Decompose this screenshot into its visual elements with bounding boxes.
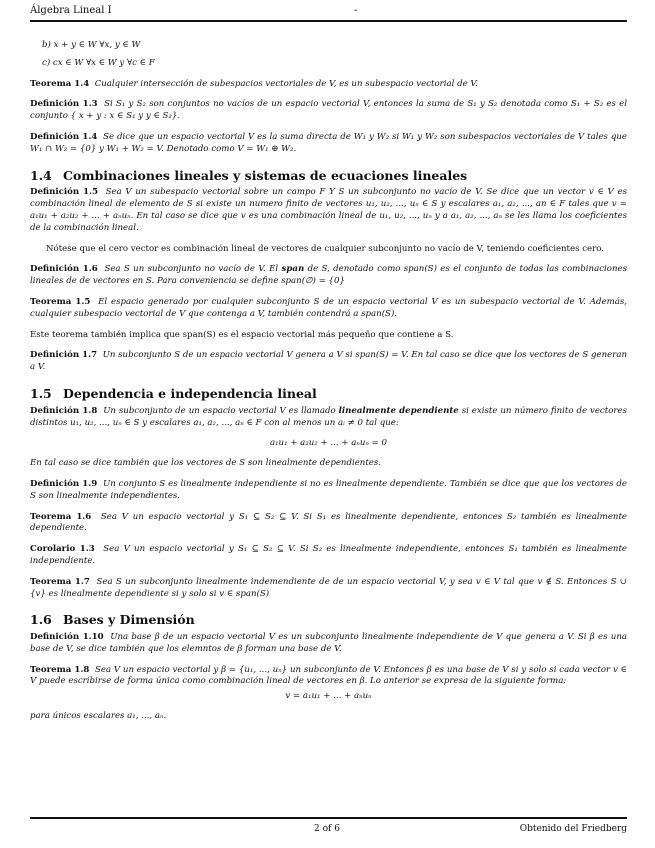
definition-label: Definición 1.4 [30, 131, 98, 142]
section-heading-1-5 [30, 385, 627, 401]
definition-text: Sea S un subconjunto no vacío de V. El [104, 264, 279, 275]
definition-text: Se dice que un espacio vectorial V es la suma directa de W₁ y W₂ si W₁ y W₂ son subespacios vectoriales de V tales que W₁ ∩ W₂ = {0} y W₁ + W₂ = V. Denotado como V = W₁ ⊕ W₂. [30, 131, 627, 154]
section-number: 1.5 [30, 385, 52, 401]
list-item: b) x + y ∈ W ∀x, y ∈ W [42, 40, 141, 50]
definition-1-8 [30, 406, 627, 430]
definition-label: Definición 1.6 [30, 264, 98, 275]
definition-1-3 [30, 99, 627, 123]
definition-text: Un conjunto S es linealmente independiente si no es linealmente dependiente. También se dice que que los vectores de S son linealmente independientes. [30, 478, 627, 501]
definition-text: Una base β de un espacio vectorial V es un subconjunto linealmente independiente de V que genera a V. Si β es una base de V, se dice también que los elemntos de β forman una base de V. [30, 632, 627, 654]
definition-text: Si S₁ y S₂ son conjuntos no vacíos de un espacio vectorial V, entonces la suma de S₁ y S₂ denotada como S₁ + S₂ es el conjunto { x + y : x ∈ S₁ y y ∈ S₂}. [30, 99, 627, 122]
span-term: span [281, 264, 305, 275]
section-title: Bases y Dimensión [63, 612, 195, 628]
section-heading-1-6 [30, 614, 627, 626]
definition-label: Definición 1.8 [30, 405, 98, 416]
definition-text: si existe un número finito de vectores distintos u₁, u₂, ..., uₙ ∈ S y escalares a₁, a₂, ..., aₙ ∈ F con al menos un aᵢ ≠ 0 tal que: [30, 405, 627, 428]
theorem-1-5 [30, 297, 627, 321]
theorem-1-8 [30, 665, 627, 689]
definition-label: Definición 1.7 [30, 350, 98, 361]
corollary-1-3 [30, 544, 627, 568]
definition-text: Un subconjunto S de un espacio vectorial V genera a V si span(S) = V. En tal caso se dice que los vectores de S generan a V. [30, 350, 627, 373]
header-rule [30, 20, 627, 22]
paragraph: Este teorema también implica que span(S) es el espacio vectorial más pequeño que contiene a S. [30, 329, 454, 340]
theorem-1-4 [30, 79, 627, 91]
equation: a₁u₁ + a₂u₂ + ... + aₙuₙ = 0 [269, 438, 388, 449]
header-center: - [354, 5, 358, 16]
section-number: 1.6 [30, 612, 52, 628]
theorem-label: Teorema 1.4 [30, 78, 90, 89]
theorem-text: Cualquier intersección de subespacios vectoriales de V, es un subespacio vectorial de V. [94, 78, 478, 89]
paragraph: para únicos escalares a₁, ..., aₙ. [30, 711, 167, 722]
section-heading-1-4 [30, 167, 627, 183]
header-title: Álgebra Lineal I [30, 5, 112, 16]
running-header [30, 5, 627, 19]
section-title: Combinaciones lineales y sistemas de ecuaciones lineales [63, 167, 468, 183]
definition-1-6 [30, 264, 627, 288]
definition-1-9 [30, 479, 627, 503]
definition-text: de S, denotado como span(S) es el conjunto de todas las combinaciones lineales de de vectores en S. Para conveniencia se define span(∅) = {0} [30, 264, 627, 287]
definition-label: Definición 1.3 [30, 99, 98, 110]
theorem-text: El espacio generado por cualquier subconjunto S de un espacio vectorial V es un subespacio vectorial de V. Además, cualquier subespacio vectorial de V que contenga a V, también contendrá a span(S). [30, 296, 627, 319]
definition-label: Definición 1.9 [30, 478, 98, 489]
definition-label: Definición 1.5 [30, 187, 99, 198]
definition-1-10 [30, 632, 627, 656]
definition-label: Definición 1.10 [30, 632, 104, 643]
theorem-1-6 [30, 512, 627, 536]
theorem-label: Teorema 1.5 [30, 296, 91, 307]
theorem-text: Sea S un subconjunto linealmente indemendiente de de un espacio vectorial V, y sea v ∈ V tal que v ∉ S. Entonces S ∪ {v} es linealmente dependiente si y solo si v ∈ span(S) [30, 576, 627, 599]
page-body [30, 40, 627, 732]
theorem-label: Teorema 1.6 [30, 511, 92, 522]
page-number: 2 of 6 [314, 824, 340, 834]
footer-source: Obtenido del Friedberg [519, 824, 627, 834]
theorem-label: Teorema 1.8 [30, 664, 90, 675]
running-footer [30, 824, 627, 838]
paragraph: Nótese que el cero vector es combinación lineal de vectores de cualquier subconjunto no vacío de V, teniendo coeficientes cero. [46, 243, 605, 254]
paragraph: En tal caso se dice también que los vectores de S son linealmente dependientes. [30, 458, 381, 469]
footer-rule [30, 817, 627, 819]
definition-text: Un subconjunto de un espacio vectorial V es llamado [103, 405, 336, 416]
key-term: linealmente dependiente [338, 405, 459, 416]
definition-1-4 [30, 132, 627, 156]
theorem-label: Teorema 1.7 [30, 576, 90, 587]
theorem-text: Sea V un espacio vectorial y β = {u₁, ..., uₙ} un subconjunto de V. Entonces β es una base de V si y solo si cada vector v ∈ V puede escribirse de forma única como combinación lineal de vectores en β. Lo anterior se expresa de la siguiente forma: [30, 664, 628, 687]
theorem-text: Sea V un espacio vectorial y S₁ ⊆ S₂ ⊆ V. Si S₁ es linealmente dependiente, entonces S₂ también es linealmente dependiente. [30, 511, 627, 534]
definition-1-5 [30, 187, 627, 234]
corollary-label: Corolario 1.3 [30, 544, 95, 555]
section-title: Dependencia e independencia lineal [63, 385, 317, 401]
definition-text: Sea V un subespacio vectorial sobre un campo F Y S un subconjunto no vacío de V. Se dice que un vector v ∈ V es combinación lineal de elemento de S si existe un numero finito de vectores u₁, u₂, ..., uₙ ∈ S y escalares a₁, a₂, ..., an ∈ F tales que v = a₁u₁ + a₂u₂ + ... + aₙuₙ. En tal caso se dice que v es una combinación lineal de u₁, u₂, ..., uₙ y a a₁, a₂, ..., aₙ se les llama los coeficientes de la combinación lineal. [30, 187, 627, 233]
theorem-1-7 [30, 577, 627, 601]
section-number: 1.4 [30, 167, 52, 183]
list-item: c) cx ∈ W ∀x ∈ W y ∀c ∈ F [42, 57, 155, 68]
definition-1-7 [30, 350, 627, 374]
corollary-text: Sea V un espacio vectorial y S₁ ⊆ S₂ ⊆ V. Si S₂ es linealmente independiente, entonces S₁ también es linealmente independiente. [30, 544, 627, 566]
equation: v = a₁u₁ + ... + aₙuₙ [285, 691, 372, 702]
